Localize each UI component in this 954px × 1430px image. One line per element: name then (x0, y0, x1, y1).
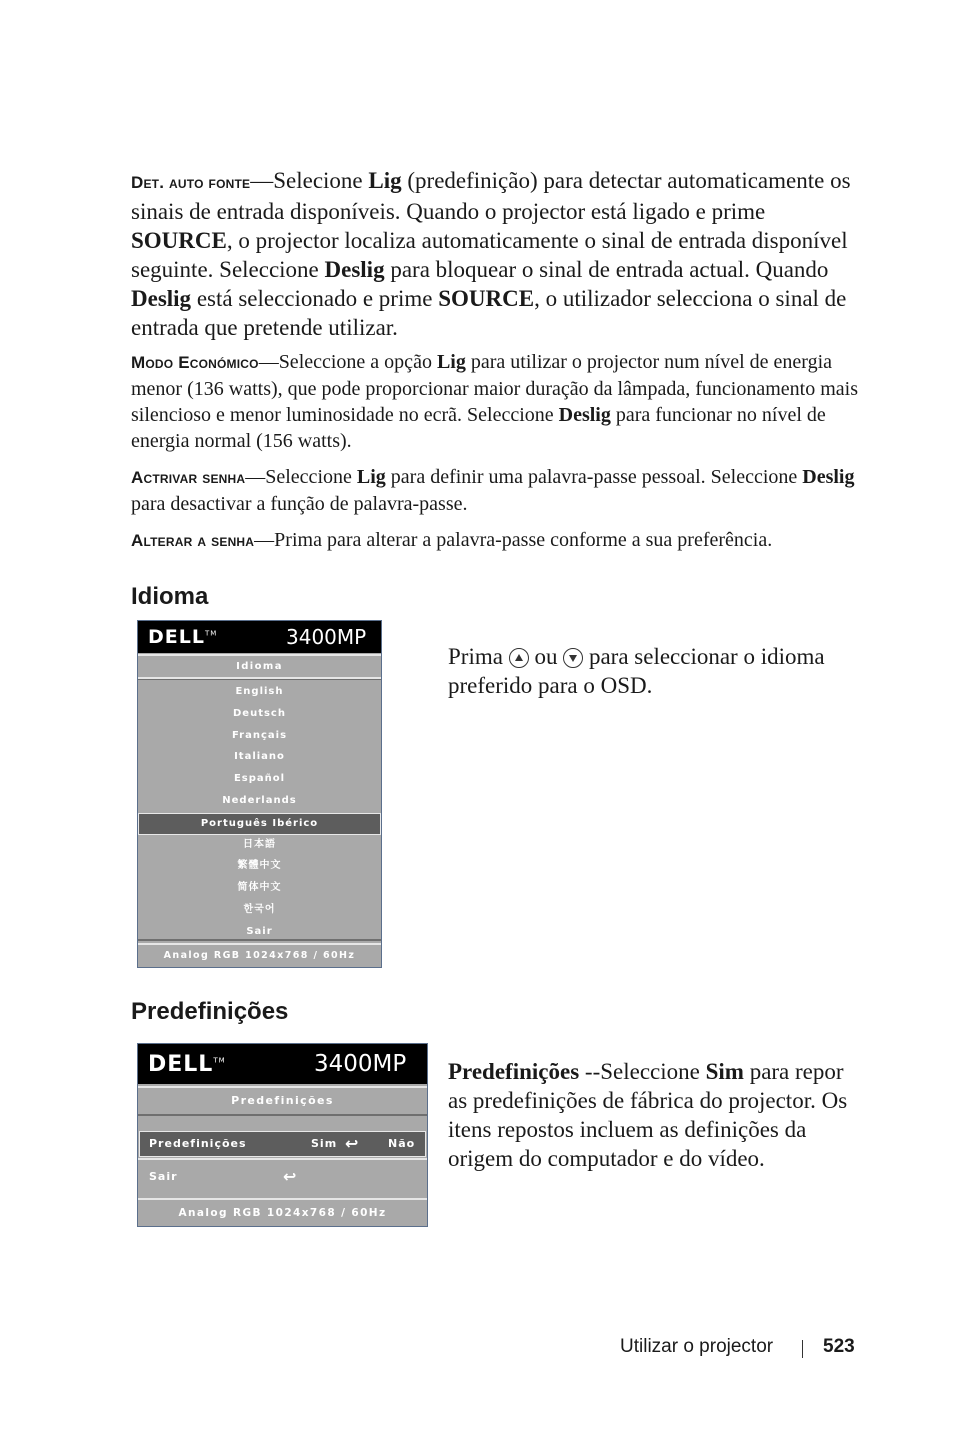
language-item[interactable]: 日本語 (243, 838, 276, 850)
footer-divider (802, 1340, 803, 1358)
reset-row-label: Predefinições (149, 1137, 247, 1150)
det-auto-fonte-paragraph: Det. auto fonte—Selecione Lig (predefinição) para detectar automaticamente os sinais de entrada disponíveis. Quando o projector está ligado e prime SOURCE, o projector localiza automaticamente o sinal de entrada disponível seguinte. Seleccione Deslig para bloquear o sinal de entrada actual. Quando Deslig está seleccionado e prime SOURCE, o utilizador selecciona o sinal de entrada que pretende utilizar. (131, 168, 851, 340)
idioma-heading: Idioma (131, 583, 209, 610)
language-item[interactable]: English (235, 686, 284, 697)
det-auto-fonte-term: Det. auto fonte (131, 173, 251, 192)
language-item[interactable]: Nederlands (222, 795, 297, 806)
language-item[interactable]: 简体中文 (237, 882, 282, 894)
exit-row[interactable] (138, 1158, 427, 1198)
dell-logo: DELL™ (148, 626, 218, 648)
language-item[interactable]: Sair (246, 925, 273, 937)
up-arrow-button-icon (509, 648, 529, 668)
exit-label: Sair (149, 1170, 178, 1183)
footer-section-title: Utilizar o projector (620, 1336, 774, 1357)
enter-arrow-icon: ↩ (283, 1167, 298, 1186)
osd-status-bar: Analog RGB 1024x768 / 60Hz (138, 943, 381, 967)
reset-row[interactable] (139, 1131, 426, 1157)
separator (138, 939, 381, 941)
model-name: 3400MP (286, 625, 367, 649)
reset-yes-option[interactable]: Sim (311, 1137, 338, 1150)
reset-no-option[interactable]: Não (388, 1137, 416, 1150)
osd-header (138, 621, 381, 653)
language-item[interactable]: 한국어 (243, 904, 276, 915)
osd-title-bar: Idioma (138, 654, 381, 680)
language-item-selected[interactable]: Português Ibérico (138, 813, 381, 835)
language-item[interactable]: Español (233, 773, 286, 785)
model-name: 3400MP (314, 1051, 407, 1077)
idioma-osd-menu (137, 620, 382, 968)
predefinicoes-description: Predefinições --Seleccione Sim para repor as predefinições de fábrica do projector. Os itens repostos incluem as definições da origem do computador e do vídeo. (448, 1059, 848, 1171)
language-item[interactable]: Deutsch (233, 707, 286, 719)
activar-senha-term: Actrivar senha (131, 468, 246, 487)
page-number: 523 (823, 1336, 855, 1357)
predefinicoes-osd-menu (137, 1043, 428, 1227)
alterar-senha-paragraph: Alterar a senha—Prima para alterar a palavra-passe conforme a sua preferência. (131, 529, 773, 551)
language-item[interactable]: Italiano (234, 751, 285, 763)
language-item[interactable]: 繁體中文 (237, 860, 282, 872)
osd-title-bar: Predefinições (138, 1086, 427, 1116)
separator (138, 677, 381, 679)
modo-economico-paragraph: Modo Económico—Seleccione a opção Lig para utilizar o projector num nível de energia menor (136 watts), que pode proporcionar maior duração da lâmpada, funcionamento mais silencioso e menor luminosidade no ecrã. Seleccione Deslig para funcionar no nível de energia normal (156 watts). (131, 351, 858, 452)
modo-economico-term: Modo Económico (131, 353, 259, 372)
activar-senha-paragraph: Actrivar senha—Seleccione Lig para definir uma palavra-passe pessoal. Seleccione Deslig para desactivar a função de palavra-passe. (131, 466, 855, 515)
enter-arrow-icon: ↩ (345, 1134, 360, 1153)
osd-header (138, 1044, 427, 1084)
language-item[interactable]: Français (231, 729, 288, 741)
down-arrow-button-icon (563, 648, 583, 668)
alterar-senha-term: Alterar a senha (131, 531, 255, 550)
dell-logo: DELL™ (148, 1052, 226, 1077)
osd-status-bar: Analog RGB 1024x768 / 60Hz (138, 1198, 427, 1226)
predefinicoes-heading: Predefinições (131, 998, 289, 1025)
idioma-description: Prima ou para seleccionar o idioma preferido para o OSD. (448, 644, 825, 698)
